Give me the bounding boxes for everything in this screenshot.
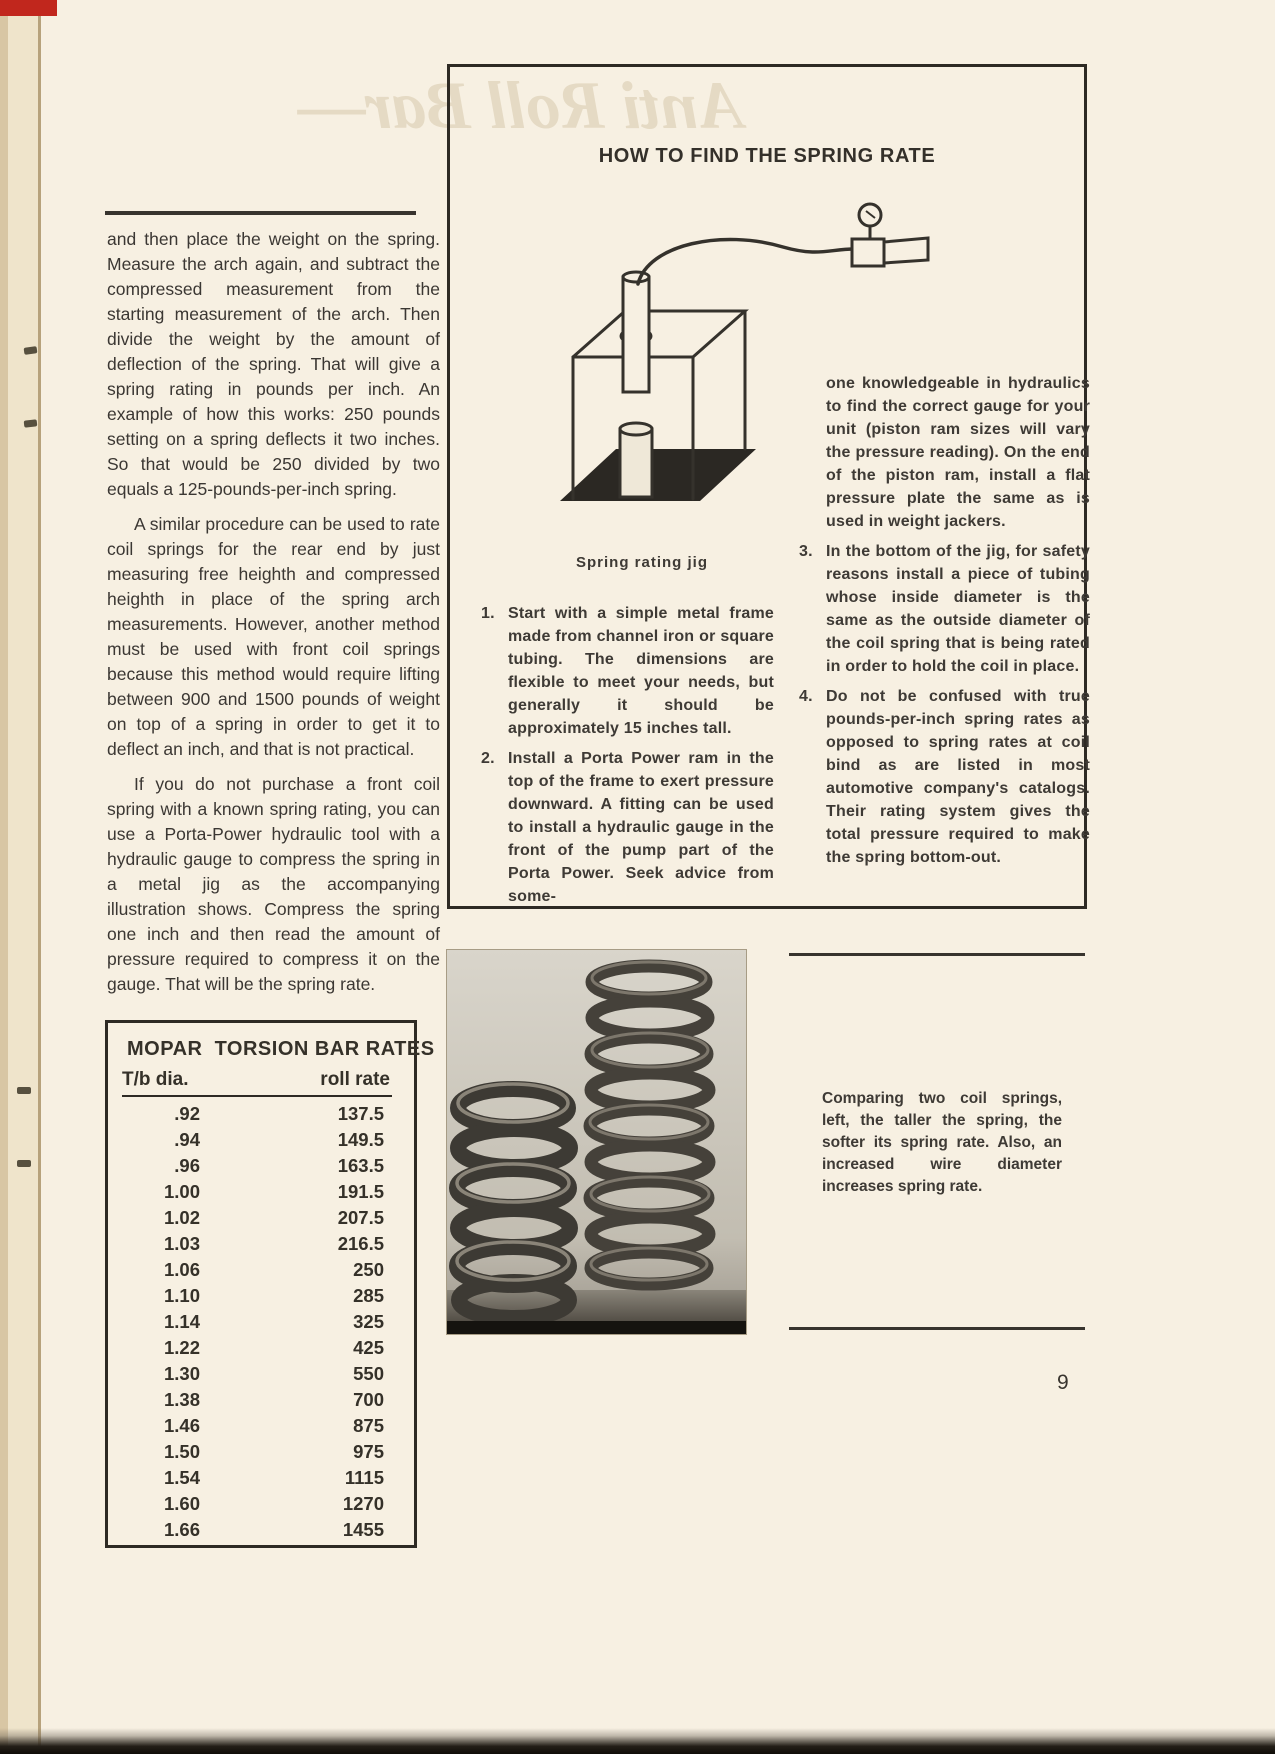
dia-value: 1.14 xyxy=(163,1311,200,1332)
table-row xyxy=(108,1283,414,1309)
rate-value: 325 xyxy=(353,1311,384,1332)
caption-rule-top xyxy=(789,953,1085,956)
rate-value: 216.5 xyxy=(337,1233,384,1254)
dia-value: 1.22 xyxy=(163,1337,200,1358)
page-number: 9 xyxy=(1057,1371,1069,1394)
table-row xyxy=(108,1309,414,1335)
dia-value: 1.03 xyxy=(163,1233,200,1254)
body-paragraph: A similar procedure can be used to rate coil springs for the rear end by just measuring free heighth and compressed heighth in place of the spring arch measurements. However, another method must be used with front coil springs because this method would require lifting between 900 and 1500 pounds of weight on top of a spring in order to get it to deflect an inch, and that is not practical. xyxy=(107,514,440,759)
jig-base xyxy=(560,449,756,501)
stitch-mark xyxy=(24,419,38,427)
table-row xyxy=(108,1413,414,1439)
rate-value: 149.5 xyxy=(337,1129,384,1150)
body-text-column xyxy=(107,227,440,1007)
table-row xyxy=(108,1491,414,1517)
rate-value: 550 xyxy=(353,1363,384,1384)
table-row xyxy=(108,1101,414,1127)
pump-cylinder xyxy=(852,238,928,266)
table-row xyxy=(108,1231,414,1257)
column-header-dia: T/b dia. xyxy=(122,1069,189,1090)
binding-edge-strip xyxy=(0,0,41,1754)
dia-value: .96 xyxy=(174,1155,200,1176)
table-row xyxy=(108,1387,414,1413)
table-body xyxy=(108,1101,414,1543)
rate-value: 975 xyxy=(353,1441,384,1462)
box-left-column xyxy=(481,602,774,915)
dia-value: 1.54 xyxy=(163,1467,200,1488)
table-row xyxy=(108,1257,414,1283)
red-registration-mark xyxy=(0,0,57,16)
figure-caption: Spring rating jig xyxy=(576,554,708,571)
photo-caption: Comparing two coil springs, left, the taller the spring, the softer its spring rate. Also, an increased wire diameter increases spring rate. xyxy=(822,1090,1062,1195)
dia-value: 1.46 xyxy=(163,1415,200,1436)
dia-value: 1.06 xyxy=(163,1259,200,1280)
table-row xyxy=(108,1465,414,1491)
rate-value: 285 xyxy=(353,1285,384,1306)
table-row xyxy=(108,1361,414,1387)
print-through-ghost-text: Anti Roll Bar— xyxy=(297,67,743,143)
table-row xyxy=(108,1517,414,1543)
step-text: In the bottom of the jig, for safety reasons install a piece of tubing whose inside diameter is the same as the outside diameter of the coil spring that is being rated in order to hold the coil in place. xyxy=(826,543,1090,675)
stitch-mark xyxy=(17,1087,31,1094)
step-number: 1. xyxy=(481,605,495,622)
right-steps xyxy=(799,540,1090,869)
step-number: 3. xyxy=(799,543,813,560)
table-row xyxy=(108,1205,414,1231)
table-row xyxy=(108,1179,414,1205)
body-paragraph: and then place the weight on the spring. Measure the arch again, and subtract the compressed measurement from the starting measurement of the arch. Then divide the weight by the amount of deflection of the spring. That will give a spring rating in pounds per inch. An example of how this works: 250 pounds setting on a spring deflects it two inches. So that would be 250 divided by two equals a 125-pounds-per-inch spring. xyxy=(107,229,440,499)
numbered-step xyxy=(481,747,774,908)
dia-value: 1.66 xyxy=(163,1519,200,1540)
table-row xyxy=(108,1439,414,1465)
step-number: 2. xyxy=(481,750,495,767)
table-title: MOPAR TORSION BAR RATES xyxy=(127,1038,435,1060)
table-header-row xyxy=(122,1069,392,1097)
hydraulic-ram xyxy=(623,272,649,392)
dia-value: .92 xyxy=(174,1103,200,1124)
page-bottom-shadow xyxy=(0,1728,1275,1754)
hydraulic-hose xyxy=(638,239,854,284)
rate-value: 137.5 xyxy=(337,1103,384,1124)
rate-value: 425 xyxy=(353,1337,384,1358)
body-paragraph: If you do not purchase a front coil spring with a known spring rating, you can use a Porta-Power hydraulic tool with a hydraulic gauge to compress the spring in a metal jig as the accompanying illustration shows. Compress the spring one inch and then read the amount of pressure required to compress it on the gauge. That will be the spring rate. xyxy=(107,774,440,994)
step-text: Install a Porta Power ram in the top of the frame to exert pressure downward. A fitting can be used to install a hydraulic gauge in the front of the pump part of the Porta Power. Seek advice from some- xyxy=(508,750,774,905)
dia-value: 1.60 xyxy=(163,1493,200,1514)
stitch-mark xyxy=(17,1160,31,1167)
rate-value: 700 xyxy=(353,1389,384,1410)
step-continuation-text: one knowledgeable in hydraulics to find the correct gauge for your unit (piston ram sizes will vary the pressure reading). On the end of the piston ram, install a flat pressure plate the same as is used in weight jackers. xyxy=(826,375,1090,530)
dia-value: 1.38 xyxy=(163,1389,200,1410)
coil-springs-photo-svg xyxy=(447,950,746,1334)
dia-value: 1.02 xyxy=(163,1207,200,1228)
rate-value: 191.5 xyxy=(337,1181,384,1202)
dia-value: 1.30 xyxy=(163,1363,200,1384)
dia-value: 1.00 xyxy=(163,1181,200,1202)
rate-value: 250 xyxy=(353,1259,384,1280)
box-title: HOW TO FIND THE SPRING RATE xyxy=(598,145,936,167)
dia-value: 1.50 xyxy=(163,1441,200,1462)
step-text: Do not be confused with true pounds-per-inch spring rates as opposed to spring rates at coil bind as are listed in most automotive company's catalogs. Their rating system gives the total pressure required to make the spring bottom-out. xyxy=(826,688,1090,866)
left-column-rule xyxy=(105,211,416,215)
rate-value: 1455 xyxy=(342,1519,384,1540)
rate-value: 163.5 xyxy=(337,1155,384,1176)
step-number: 4. xyxy=(799,688,813,705)
coil-springs-photo xyxy=(447,950,746,1334)
box-right-column xyxy=(799,372,1090,876)
rate-value: 1115 xyxy=(344,1467,384,1488)
caption-rule-bottom xyxy=(789,1327,1085,1330)
table-row xyxy=(108,1127,414,1153)
spring-rate-howto-box xyxy=(447,64,1090,909)
photo-bottom-edge xyxy=(447,1321,746,1334)
table-row xyxy=(108,1335,414,1361)
torsion-bar-rates-table xyxy=(105,1020,435,1548)
step-text: Start with a simple metal frame made from channel iron or square tubing. The dimensions are flexible to meet your needs, but generally it should be approximately 15 inches tall. xyxy=(508,605,774,737)
column-header-rate: roll rate xyxy=(320,1069,390,1090)
rate-value: 875 xyxy=(353,1415,384,1436)
numbered-step xyxy=(799,685,1090,869)
dia-value: .94 xyxy=(174,1129,200,1150)
table-row xyxy=(108,1153,414,1179)
rate-value: 207.5 xyxy=(337,1207,384,1228)
dia-value: 1.10 xyxy=(163,1285,200,1306)
tubing-piece xyxy=(620,423,652,497)
numbered-step xyxy=(481,602,774,740)
rate-value: 1270 xyxy=(342,1493,384,1514)
pressure-gauge-icon xyxy=(859,204,881,239)
numbered-step xyxy=(799,540,1090,678)
